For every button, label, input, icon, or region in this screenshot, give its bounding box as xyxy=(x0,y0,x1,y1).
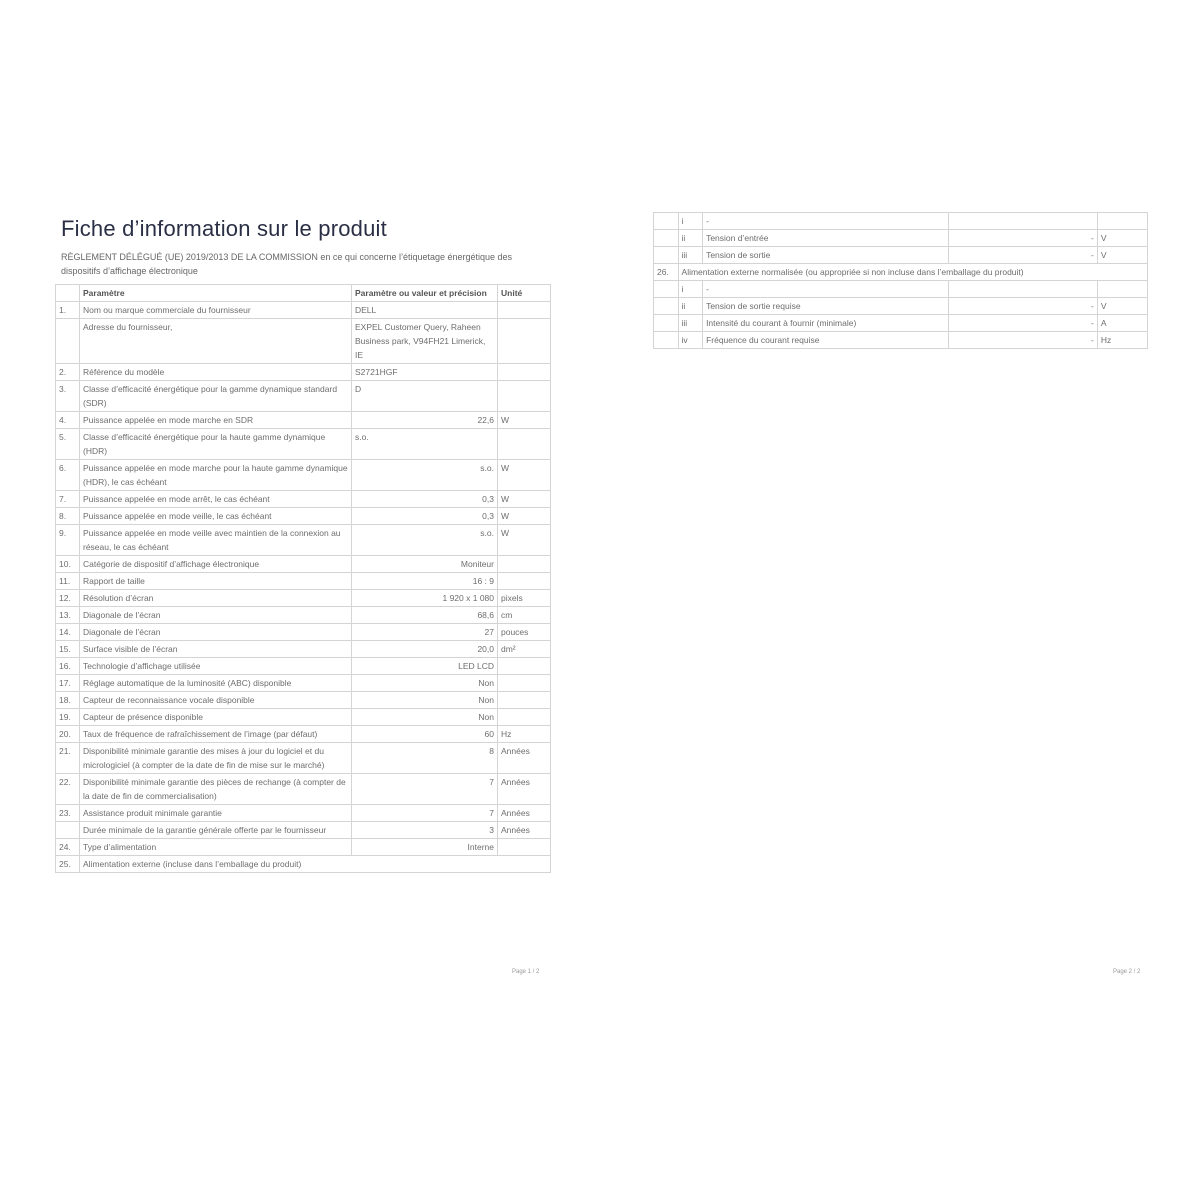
row-number xyxy=(654,247,679,264)
row-value: 7 xyxy=(352,805,498,822)
document-page-1 xyxy=(55,212,550,873)
row-subnumber: ii xyxy=(678,298,703,315)
row-number: 26. xyxy=(654,264,679,281)
table-row xyxy=(56,508,551,525)
row-value: 68,6 xyxy=(352,607,498,624)
row-number xyxy=(654,298,679,315)
row-value: s.o. xyxy=(352,429,498,460)
row-number xyxy=(654,315,679,332)
row-number: 1. xyxy=(56,302,80,319)
row-parameter: Capteur de présence disponible xyxy=(80,709,352,726)
table-row xyxy=(56,658,551,675)
table-row xyxy=(654,281,1148,298)
row-unit: Hz xyxy=(498,726,551,743)
row-parameter: Catégorie de dispositif d’affichage électronique xyxy=(80,556,352,573)
row-value: 16 : 9 xyxy=(352,573,498,590)
table-row xyxy=(56,743,551,774)
row-number: 7. xyxy=(56,491,80,508)
table-header-row xyxy=(56,285,551,302)
row-unit xyxy=(498,381,551,412)
table-row xyxy=(56,429,551,460)
row-parameter: Nom ou marque commerciale du fournisseur xyxy=(80,302,352,319)
row-unit: W xyxy=(498,491,551,508)
row-parameter: Taux de fréquence de rafraîchissement de l’image (par défaut) xyxy=(80,726,352,743)
row-parameter: Fréquence du courant requise xyxy=(703,332,948,349)
row-number: 24. xyxy=(56,839,80,856)
row-value: - xyxy=(948,298,1097,315)
row-number: 2. xyxy=(56,364,80,381)
row-value: EXPEL Customer Query, Raheen Business park, V94FH21 Limerick, IE xyxy=(352,319,498,364)
row-parameter: Diagonale de l’écran xyxy=(80,624,352,641)
row-parameter: Classe d’efficacité énergétique pour la haute gamme dynamique (HDR) xyxy=(80,429,352,460)
page-1-footer: Page 1 / 2 xyxy=(512,969,540,975)
row-unit: pixels xyxy=(498,590,551,607)
row-parameter: Diagonale de l’écran xyxy=(80,607,352,624)
row-parameter: Type d’alimentation xyxy=(80,839,352,856)
row-unit: V xyxy=(1097,230,1147,247)
table-row xyxy=(56,302,551,319)
row-value: 27 xyxy=(352,624,498,641)
row-number: 15. xyxy=(56,641,80,658)
row-parameter: Puissance appelée en mode arrêt, le cas échéant xyxy=(80,491,352,508)
table-row xyxy=(56,709,551,726)
row-subnumber: i xyxy=(678,281,703,298)
row-number: 20. xyxy=(56,726,80,743)
row-subnumber: ii xyxy=(678,230,703,247)
table-row xyxy=(56,822,551,839)
row-unit: pouces xyxy=(498,624,551,641)
table-row xyxy=(56,491,551,508)
row-unit xyxy=(498,364,551,381)
row-unit: W xyxy=(498,460,551,491)
row-value: s.o. xyxy=(352,460,498,491)
row-parameter: Adresse du fournisseur, xyxy=(80,319,352,364)
row-parameter: Intensité du courant à fournir (minimale) xyxy=(703,315,948,332)
row-number: 16. xyxy=(56,658,80,675)
row-parameter: - xyxy=(703,281,948,298)
row-value: D xyxy=(352,381,498,412)
document-subtitle: RÈGLEMENT DÉLÉGUÉ (UE) 2019/2013 DE LA COMMISSION en ce qui concerne l’étiquetage énergétique des dispositifs d’affichage électronique xyxy=(61,252,513,276)
row-parameter: Tension de sortie requise xyxy=(703,298,948,315)
row-parameter: Puissance appelée en mode marche en SDR xyxy=(80,412,352,429)
row-unit: cm xyxy=(498,607,551,624)
row-number: 9. xyxy=(56,525,80,556)
row-number xyxy=(654,213,679,230)
row-subnumber: i xyxy=(678,213,703,230)
product-info-table xyxy=(55,284,551,873)
row-parameter: Capteur de reconnaissance vocale disponible xyxy=(80,692,352,709)
table-row xyxy=(654,264,1148,281)
table-row xyxy=(654,298,1148,315)
row-subnumber: iv xyxy=(678,332,703,349)
row-unit xyxy=(498,429,551,460)
row-value: 60 xyxy=(352,726,498,743)
row-number: 3. xyxy=(56,381,80,412)
table-row xyxy=(56,319,551,364)
row-number xyxy=(654,332,679,349)
row-number: 8. xyxy=(56,508,80,525)
row-parameter: Rapport de taille xyxy=(80,573,352,590)
row-parameter: Référence du modèle xyxy=(80,364,352,381)
row-parameter: Disponibilité minimale garantie des mises à jour du logiciel et du micrologiciel (à compter de la date de fin de mise sur le marché) xyxy=(80,743,352,774)
row-number: 14. xyxy=(56,624,80,641)
row-number xyxy=(654,230,679,247)
row-number xyxy=(56,319,80,364)
row-value: - xyxy=(948,332,1097,349)
document-page-2 xyxy=(653,212,1148,349)
row-unit xyxy=(1097,281,1147,298)
row-unit: A xyxy=(1097,315,1147,332)
table-row xyxy=(56,381,551,412)
table-row xyxy=(56,641,551,658)
row-number: 11. xyxy=(56,573,80,590)
row-value: - xyxy=(948,315,1097,332)
row-unit xyxy=(1097,213,1147,230)
row-unit: dm² xyxy=(498,641,551,658)
table-row xyxy=(56,839,551,856)
row-number: 5. xyxy=(56,429,80,460)
row-unit: W xyxy=(498,508,551,525)
row-value: 0,3 xyxy=(352,491,498,508)
row-parameter: Réglage automatique de la luminosité (ABC) disponible xyxy=(80,675,352,692)
table-row xyxy=(56,412,551,429)
row-unit: Années xyxy=(498,743,551,774)
row-parameter: Classe d’efficacité énergétique pour la gamme dynamique standard (SDR) xyxy=(80,381,352,412)
row-value: - xyxy=(948,230,1097,247)
header-unit: Unité xyxy=(498,285,551,302)
row-value: Non xyxy=(352,692,498,709)
row-value: - xyxy=(948,247,1097,264)
table-row xyxy=(56,525,551,556)
row-value: s.o. xyxy=(352,525,498,556)
row-value: Non xyxy=(352,709,498,726)
row-parameter: Résolution d’écran xyxy=(80,590,352,607)
table-row xyxy=(654,315,1148,332)
row-value: 3 xyxy=(352,822,498,839)
row-number: 19. xyxy=(56,709,80,726)
table-row xyxy=(56,675,551,692)
row-unit xyxy=(498,556,551,573)
row-unit: Années xyxy=(498,805,551,822)
row-unit xyxy=(498,573,551,590)
product-info-table-continued xyxy=(653,212,1148,349)
table-row xyxy=(654,213,1148,230)
table-row xyxy=(56,856,551,873)
row-parameter: Disponibilité minimale garantie des pièces de rechange (à compter de la date de fin de commercialisation) xyxy=(80,774,352,805)
row-value xyxy=(948,281,1097,298)
row-number: 23. xyxy=(56,805,80,822)
row-number: 6. xyxy=(56,460,80,491)
row-unit: Années xyxy=(498,822,551,839)
row-parameter: Puissance appelée en mode marche pour la haute gamme dynamique (HDR), le cas échéant xyxy=(80,460,352,491)
row-unit xyxy=(498,839,551,856)
row-number: 25. xyxy=(56,856,80,873)
row-number: 17. xyxy=(56,675,80,692)
table-row xyxy=(56,590,551,607)
table-row xyxy=(654,247,1148,264)
row-unit: W xyxy=(498,525,551,556)
table-row xyxy=(56,624,551,641)
row-unit: Hz xyxy=(1097,332,1147,349)
row-number: 18. xyxy=(56,692,80,709)
row-unit: Années xyxy=(498,774,551,805)
row-parameter: Puissance appelée en mode veille avec maintien de la connexion au réseau, le cas échéant xyxy=(80,525,352,556)
row-value: Interne xyxy=(352,839,498,856)
row-parameter: Assistance produit minimale garantie xyxy=(80,805,352,822)
row-value: DELL xyxy=(352,302,498,319)
row-unit xyxy=(498,658,551,675)
row-subnumber: iii xyxy=(678,315,703,332)
row-parameter: - xyxy=(703,213,948,230)
table-row xyxy=(56,460,551,491)
row-number: 4. xyxy=(56,412,80,429)
row-value xyxy=(948,213,1097,230)
table-row xyxy=(56,607,551,624)
row-value: 7 xyxy=(352,774,498,805)
row-number xyxy=(654,281,679,298)
row-unit: W xyxy=(498,412,551,429)
row-parameter: Tension d’entrée xyxy=(703,230,948,247)
row-unit: V xyxy=(1097,247,1147,264)
table-row xyxy=(56,726,551,743)
document-title: Fiche d’information sur le produit xyxy=(61,216,387,241)
row-value: 8 xyxy=(352,743,498,774)
table-row xyxy=(56,556,551,573)
row-value: 20,0 xyxy=(352,641,498,658)
table-row xyxy=(56,774,551,805)
row-number: 10. xyxy=(56,556,80,573)
row-parameter: Alimentation externe (incluse dans l’emballage du produit) xyxy=(80,856,551,873)
table-row xyxy=(56,805,551,822)
row-unit xyxy=(498,709,551,726)
page-2-footer: Page 2 / 2 xyxy=(1113,969,1141,975)
row-value: Moniteur xyxy=(352,556,498,573)
row-subnumber: iii xyxy=(678,247,703,264)
table-row xyxy=(56,364,551,381)
row-parameter: Tension de sortie xyxy=(703,247,948,264)
table-row xyxy=(654,230,1148,247)
row-number xyxy=(56,822,80,839)
table-row xyxy=(56,692,551,709)
table-row xyxy=(56,573,551,590)
row-parameter: Technologie d’affichage utilisée xyxy=(80,658,352,675)
row-unit: V xyxy=(1097,298,1147,315)
row-value: LED LCD xyxy=(352,658,498,675)
row-unit xyxy=(498,675,551,692)
row-parameter: Surface visible de l’écran xyxy=(80,641,352,658)
row-unit xyxy=(498,302,551,319)
row-value: 1 920 x 1 080 xyxy=(352,590,498,607)
row-number: 22. xyxy=(56,774,80,805)
row-number: 12. xyxy=(56,590,80,607)
row-parameter: Durée minimale de la garantie générale offerte par le fournisseur xyxy=(80,822,352,839)
row-value: 22,6 xyxy=(352,412,498,429)
row-unit xyxy=(498,319,551,364)
row-parameter: Alimentation externe normalisée (ou appropriée si non incluse dans l’emballage du produit) xyxy=(678,264,1147,281)
header-value: Paramètre ou valeur et précision xyxy=(352,285,498,302)
row-value: 0,3 xyxy=(352,508,498,525)
row-number: 13. xyxy=(56,607,80,624)
header-param: Paramètre xyxy=(80,285,352,302)
row-number: 21. xyxy=(56,743,80,774)
row-unit xyxy=(498,692,551,709)
row-value: S2721HGF xyxy=(352,364,498,381)
row-value: Non xyxy=(352,675,498,692)
table-row xyxy=(654,332,1148,349)
row-parameter: Puissance appelée en mode veille, le cas échéant xyxy=(80,508,352,525)
